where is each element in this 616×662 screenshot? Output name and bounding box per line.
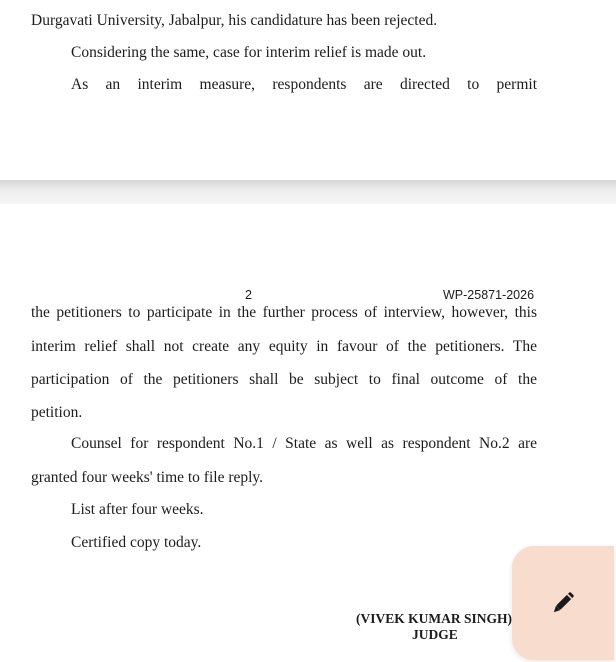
page2-line-1: the petitioners to participate in the further process of interview, however, this [31,304,537,321]
page-1-fragment [0,0,616,180]
pencil-icon [547,587,579,619]
case-number: WP-25871-2026 [443,288,535,302]
signature-name: (VIVEK KUMAR SINGH) [356,611,513,626]
edit-button[interactable] [512,546,614,660]
page2-line-3: participation of the petitioners shall be subject to final outcome of the [31,371,537,388]
page2-line-7: List after four weeks. [71,501,204,518]
page-separator [0,180,616,204]
page-number: 2 [245,288,252,302]
page2-line-8: Certified copy today. [71,534,202,551]
page2-line-2: interim relief shall not create any equity in favour of the petitioners. The [31,338,537,355]
page1-line-3: As an interim measure, respondents are directed to permit [71,76,537,93]
page2-line-6: granted four weeks' time to file reply. [31,469,264,486]
page2-line-4: petition. [31,404,83,421]
signature-title: JUDGE [412,627,458,642]
page1-line-1: Durgavati University, Jabalpur, his candidature has been rejected. [31,12,438,29]
page2-line-5: Counsel for respondent No.1 / State as well as respondent No.2 are [71,435,537,452]
page1-line-2: Considering the same, case for interim relief is made out. [71,44,427,61]
